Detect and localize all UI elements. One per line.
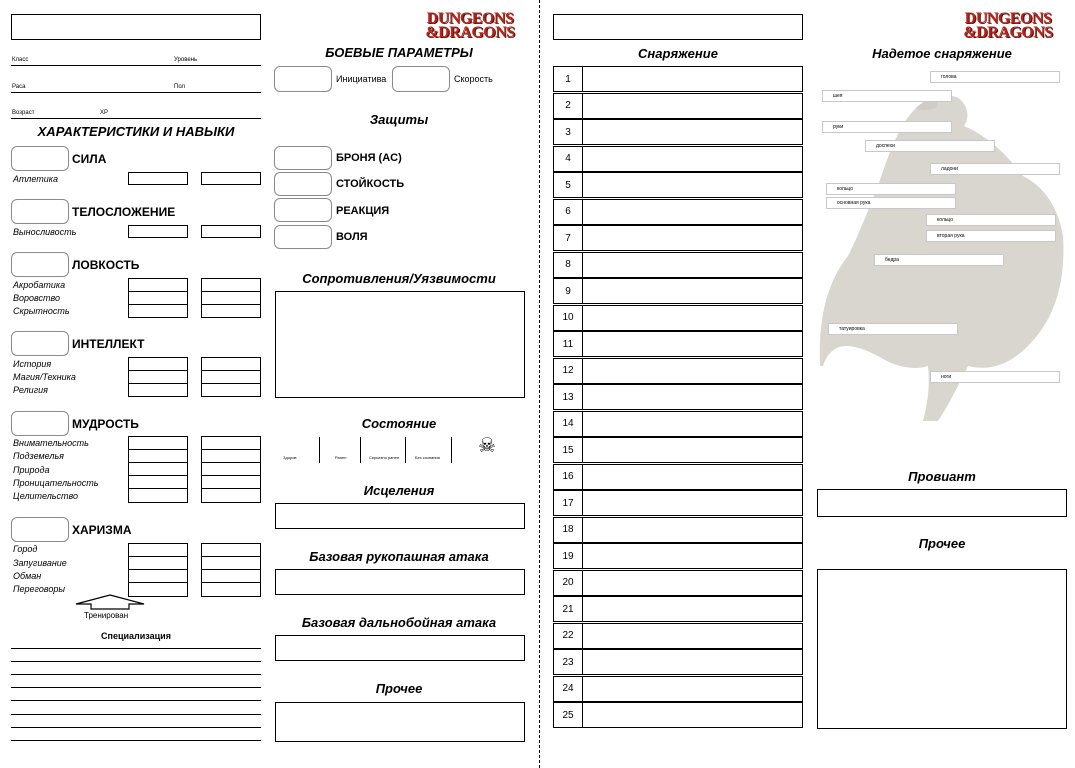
resistances-title: Сопротивления/Уязвимости: [302, 271, 496, 286]
dnd-logo: DUNGEONS &DRAGONS: [425, 10, 515, 41]
skill-box[interactable]: [128, 225, 188, 238]
skill-label: Переговоры: [13, 584, 66, 594]
condition-title: Состояние: [361, 416, 437, 431]
skill-box[interactable]: [201, 225, 261, 238]
page2-name-box[interactable]: [553, 14, 803, 40]
initiative-box[interactable]: [274, 66, 332, 92]
skill-label: Природа: [13, 465, 50, 475]
equipment-row[interactable]: [553, 490, 803, 516]
xp-label: XP: [100, 110, 109, 116]
speed-label: Скорость: [454, 74, 493, 84]
equipment-row[interactable]: [553, 252, 803, 278]
character-name-box[interactable]: [11, 14, 261, 40]
equipment-row-number: 21: [554, 597, 583, 621]
equipment-row[interactable]: [553, 623, 803, 649]
equipment-row-number: 9: [554, 279, 583, 303]
equipment-row[interactable]: [553, 543, 803, 569]
resistances-box[interactable]: [275, 291, 525, 398]
equipment-row-number: 10: [554, 306, 583, 330]
equipment-row[interactable]: [553, 437, 803, 463]
equipment-row[interactable]: [553, 649, 803, 675]
slot-armor[interactable]: доспехи: [865, 140, 995, 152]
slot-hands[interactable]: руки: [822, 121, 952, 133]
charisma-label: ХАРИЗМА: [72, 523, 132, 537]
equipment-row-number: 24: [554, 677, 583, 701]
equipment-row-number: 13: [554, 385, 583, 409]
equipment-row-number: 12: [554, 359, 583, 383]
other-title: Прочее: [375, 681, 423, 696]
fortitude-box[interactable]: [274, 172, 332, 196]
equipment-row-number: 20: [554, 571, 583, 595]
specialization-line: [11, 700, 261, 701]
equipment-row-number: 3: [554, 120, 583, 144]
skill-box[interactable]: [128, 278, 188, 318]
defenses-title: Защиты: [369, 112, 429, 127]
condition-badly-wounded[interactable]: Серьезно ранен: [369, 455, 400, 460]
skill-label: Проницательность: [13, 478, 99, 488]
worn-equipment-title: Надетое снаряжение: [872, 46, 1012, 61]
charisma-score-box[interactable]: [11, 517, 69, 542]
provisions-title: Провиант: [908, 469, 976, 484]
divider: [405, 437, 406, 463]
initiative-label: Инициатива: [336, 74, 387, 84]
equipment-row-number: 6: [554, 200, 583, 224]
condition-healthy[interactable]: Здоров: [283, 455, 297, 460]
skill-label: Обман: [13, 571, 42, 581]
skill-box[interactable]: [128, 543, 188, 597]
slot-feet[interactable]: ноги: [930, 371, 1060, 383]
skill-label: Город: [13, 544, 38, 554]
class-line: [11, 65, 261, 66]
provisions-box[interactable]: [817, 489, 1067, 517]
combat-title: БОЕВЫЕ ПАРАМЕТРЫ: [325, 45, 473, 60]
trained-arrow-icon: [74, 594, 146, 610]
ac-label: БРОНЯ (AC): [336, 152, 402, 164]
constitution-label: ТЕЛОСЛОЖЕНИЕ: [72, 205, 176, 219]
specialization-line: [11, 714, 261, 715]
age-label: Возраст: [12, 110, 35, 116]
equipment-row-number: 4: [554, 147, 583, 171]
equipment-row[interactable]: [553, 676, 803, 702]
skill-box[interactable]: [201, 543, 261, 597]
slot-tattoo[interactable]: татуировка: [828, 323, 958, 335]
equipment-row-number: 23: [554, 650, 583, 674]
equipment-row-number: 5: [554, 173, 583, 197]
skill-label: Подземелья: [13, 451, 64, 461]
healing-title: Исцеления: [363, 483, 435, 498]
equipment-row-number: 25: [554, 703, 583, 727]
skill-label: Запугивание: [13, 558, 67, 568]
slot-neck[interactable]: шея: [822, 90, 952, 102]
equipment-row[interactable]: [553, 411, 803, 437]
slot-waist[interactable]: бедра: [874, 254, 1004, 266]
equipment-row-number: 19: [554, 544, 583, 568]
equipment-row[interactable]: [553, 517, 803, 543]
healing-box[interactable]: [275, 503, 525, 529]
equipment-row-number: 11: [554, 332, 583, 356]
skill-label: Атлетика: [13, 174, 59, 184]
equipment-row-number: 15: [554, 438, 583, 462]
equipment-row-number: 17: [554, 491, 583, 515]
equipment-row-number: 16: [554, 465, 583, 489]
ranged-box[interactable]: [275, 635, 525, 661]
speed-box[interactable]: [392, 66, 450, 92]
constitution-score-box[interactable]: [11, 199, 69, 224]
equipment-row-number: 2: [554, 94, 583, 118]
skill-label: Скрытность: [13, 306, 70, 316]
slot-ring[interactable]: кольцо: [826, 183, 956, 195]
equipment-row[interactable]: [553, 384, 803, 410]
specialization-line: [11, 727, 261, 728]
divider: [319, 437, 320, 463]
strength-score-box[interactable]: [11, 146, 69, 171]
skill-label: Магия/Техника: [13, 372, 76, 382]
divider: [451, 437, 452, 463]
dexterity-label: ЛОВКОСТЬ: [72, 258, 140, 272]
wisdom-label: МУДРОСТЬ: [72, 417, 139, 431]
race-line: [11, 92, 261, 93]
equipment-row[interactable]: [553, 172, 803, 198]
equipment-row-number: 18: [554, 518, 583, 542]
ranged-title: Базовая дальнобойная атака: [301, 615, 497, 630]
trained-label: Тренирован: [84, 611, 129, 620]
ac-box[interactable]: [274, 146, 332, 170]
skill-label: Внимательность: [13, 438, 89, 448]
fold-line: [539, 0, 540, 768]
equipment-row-number: 1: [554, 67, 583, 91]
skill-box[interactable]: [128, 357, 188, 397]
slot-ring[interactable]: кольцо: [926, 214, 1056, 226]
level-label: Уровень: [174, 57, 198, 63]
stats-title: ХАРАКТЕРИСТИКИ И НАВЫКИ: [37, 124, 235, 139]
intelligence-score-box[interactable]: [11, 331, 69, 356]
equipment-row[interactable]: [553, 278, 803, 304]
equipment-row[interactable]: [553, 464, 803, 490]
fortitude-label: СТОЙКОСТЬ: [336, 178, 405, 190]
specialization-line: [11, 740, 261, 741]
specialization-line: [11, 674, 261, 675]
will-label: ВОЛЯ: [336, 231, 368, 243]
equipment-row[interactable]: [553, 93, 803, 119]
slot-gloves[interactable]: ладони: [930, 163, 1060, 175]
equipment-row[interactable]: [553, 66, 803, 92]
class-label: Класс: [12, 57, 29, 63]
slot-main-hand[interactable]: основная рука: [826, 197, 956, 209]
specialization-line: [11, 661, 261, 662]
equipment-row-number: 8: [554, 253, 583, 277]
strength-label: СИЛА: [72, 152, 107, 166]
skill-label: Религия: [13, 385, 48, 395]
equipment-row[interactable]: [553, 225, 803, 251]
skill-label: Воровство: [13, 293, 61, 303]
equipment-row[interactable]: [553, 596, 803, 622]
equipment-row[interactable]: [553, 305, 803, 331]
slot-off-hand[interactable]: вторая рука: [926, 230, 1056, 242]
specialization-line: [11, 648, 261, 649]
wisdom-score-box[interactable]: [11, 411, 69, 436]
age-line: [11, 118, 261, 119]
will-box[interactable]: [274, 225, 332, 249]
condition-wounded[interactable]: Ранен: [335, 455, 347, 460]
skill-box[interactable]: [201, 278, 261, 318]
specialization-label: Специализация: [101, 631, 171, 641]
reflex-box[interactable]: [274, 198, 332, 222]
equipment-title: Снаряжение: [638, 46, 718, 61]
equipment-row[interactable]: [553, 570, 803, 596]
skill-box[interactable]: [128, 436, 188, 503]
divider: [360, 437, 361, 463]
melee-box[interactable]: [275, 569, 525, 595]
skill-label: Целительство: [13, 491, 79, 501]
skill-label: Выносливость: [13, 227, 77, 237]
melee-title: Базовая рукопашная атака: [309, 549, 489, 564]
other-right-title: Прочее: [918, 536, 966, 551]
equipment-row[interactable]: [553, 331, 803, 357]
equipment-row[interactable]: [553, 358, 803, 384]
specialization-line: [11, 687, 261, 688]
skill-box[interactable]: [201, 436, 261, 503]
equipment-row-number: 7: [554, 226, 583, 250]
dexterity-score-box[interactable]: [11, 252, 69, 277]
skill-label: Акробатика: [13, 280, 66, 290]
skill-label: История: [13, 359, 52, 369]
equipment-row-number: 22: [554, 624, 583, 648]
reflex-label: РЕАКЦИЯ: [336, 205, 390, 217]
equipment-row[interactable]: [553, 119, 803, 145]
other-right-box[interactable]: [817, 569, 1067, 729]
slot-head[interactable]: голова: [930, 71, 1060, 83]
skill-box[interactable]: [201, 357, 261, 397]
gender-label: Пол: [174, 84, 186, 90]
skill-box[interactable]: [201, 172, 261, 185]
dnd-logo: DUNGEONS &DRAGONS: [963, 10, 1053, 41]
equipment-row[interactable]: [553, 146, 803, 172]
race-label: Раса: [12, 84, 26, 90]
equipment-row[interactable]: [553, 702, 803, 728]
skill-box[interactable]: [128, 172, 188, 185]
equipment-row-number: 14: [554, 412, 583, 436]
skull-icon[interactable]: ☠: [478, 435, 496, 457]
other-box[interactable]: [275, 702, 525, 742]
equipment-row[interactable]: [553, 199, 803, 225]
intelligence-label: ИНТЕЛЛЕКТ: [72, 337, 145, 351]
condition-unconscious[interactable]: Без сознания: [415, 455, 440, 460]
